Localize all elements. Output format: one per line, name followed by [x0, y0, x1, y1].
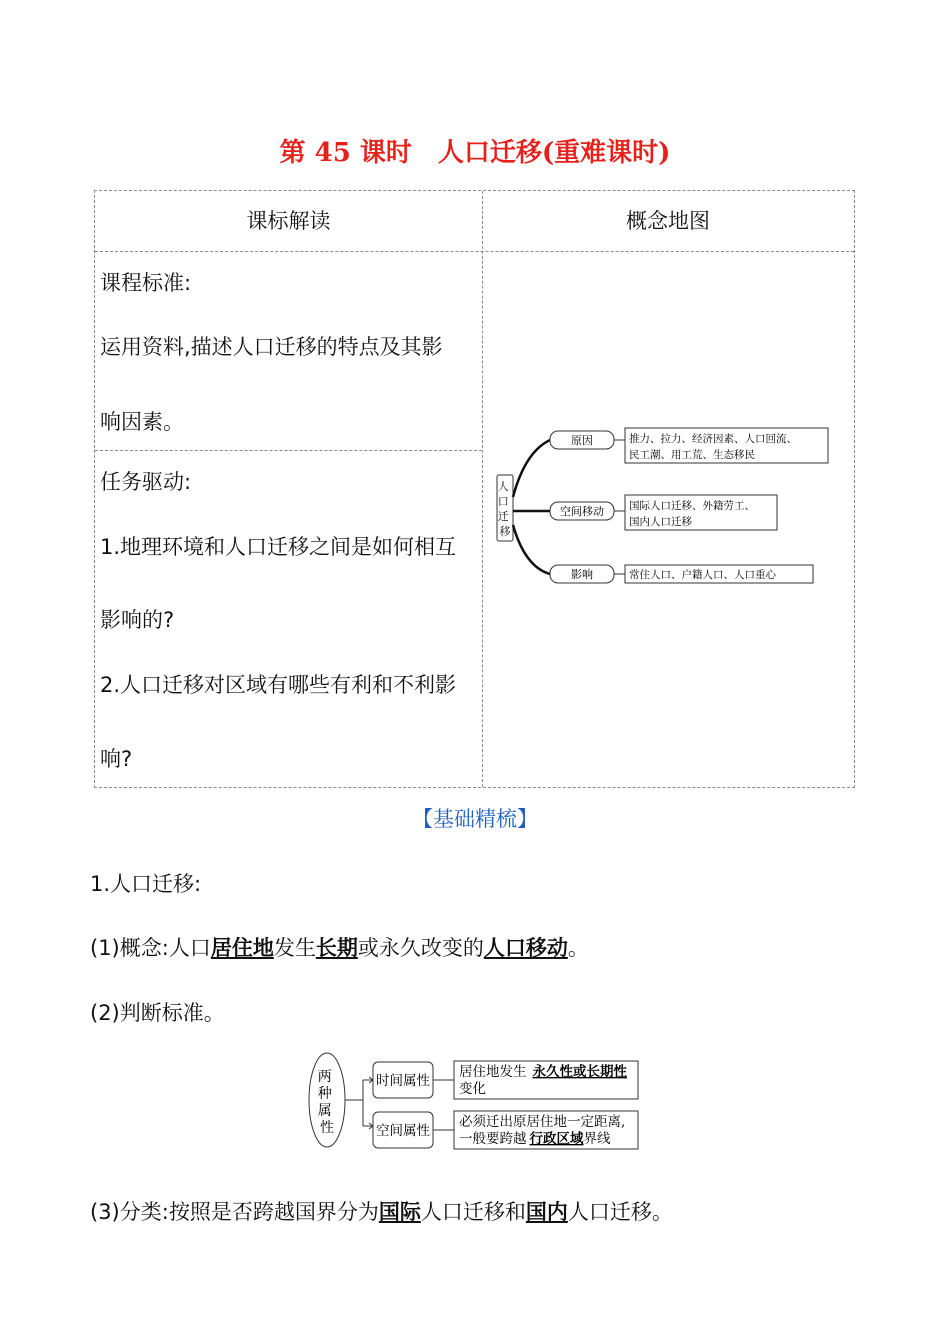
detail-movement-line1: 国际人口迁移、外籍劳工、: [629, 500, 755, 512]
root-char-3: 迁: [497, 510, 509, 523]
concept-map: [495, 427, 845, 587]
section-title: 【基础精梳】: [412, 807, 538, 831]
intro-table: [94, 190, 855, 788]
space-detail-keyword: 行政区域: [529, 1131, 584, 1147]
space-property-label: 空间属性: [376, 1123, 430, 1139]
detail-impact-line1: 常住人口、户籍人口、人口重心: [629, 569, 776, 581]
task1-line1: 1.地理环境和人口迁移之间是如何相互: [100, 535, 457, 559]
detail-movement-line2: 国内人口迁移: [629, 516, 692, 528]
table-divider-left: [95, 450, 482, 451]
col2-header: 概念地图: [626, 209, 710, 233]
item-1: 1.人口迁移:: [90, 872, 202, 896]
prop-root-char-1: 两: [317, 1069, 332, 1085]
root-char-2: 口: [497, 495, 509, 508]
concept-text-3: 。: [567, 936, 589, 960]
concept-prefix: (1)概念:人口: [90, 936, 211, 960]
standard-line2: 响因素。: [100, 410, 184, 434]
space-detail-prefix: 一般要跨越: [459, 1131, 527, 1147]
class-text-2: 人口迁移。: [567, 1200, 673, 1224]
time-detail-line1: [459, 1063, 627, 1080]
properties-diagram: [305, 1048, 645, 1152]
prop-bracket: [363, 1080, 373, 1126]
prop-root-char-4: 性: [320, 1120, 334, 1136]
space-detail-line1: 必须迁出原居住地一定距离,: [459, 1114, 626, 1130]
detail-reason-line1: 推力、拉力、经济因素、人口回流、: [629, 433, 797, 445]
prop-root-char-3: 属: [317, 1103, 332, 1119]
class-keyword-domestic: 国内: [525, 1200, 568, 1224]
detail-reason-line2: 民工潮、用工荒、生态移民: [629, 449, 755, 461]
class-keyword-international: 国际: [378, 1200, 421, 1224]
task2-line1: 2.人口迁移对区域有哪些有利和不利影: [100, 673, 457, 697]
properties-root: [318, 1069, 336, 1136]
concept-keyword-residence: 居住地: [210, 936, 274, 960]
root-char-4: 移: [499, 525, 511, 538]
branch-line-3: [513, 525, 550, 574]
space-detail-line2: [459, 1130, 611, 1147]
item-criteria: (2)判断标准。: [90, 1001, 225, 1025]
branch-line-1: [513, 440, 550, 497]
branch-label-impact: 影响: [571, 568, 593, 581]
concept-keyword-movement: 人口移动: [483, 936, 568, 960]
prop-root-char-2: 种: [317, 1086, 332, 1102]
time-detail-suffix: 变化: [459, 1081, 486, 1097]
page-title: 第 45 课时 人口迁移(重难课时): [279, 138, 671, 168]
prop-arrowheads: [369, 1077, 373, 1129]
standard-label: 课程标准:: [100, 271, 192, 295]
time-property-label: 时间属性: [376, 1073, 430, 1089]
root-char-1: 人: [497, 480, 509, 493]
col1-header: 课标解读: [246, 209, 331, 233]
concept-text-1: 发生: [273, 936, 316, 960]
class-prefix: (3)分类:按照是否跨越国界分为: [90, 1200, 379, 1224]
task1-line2: 影响的?: [100, 608, 175, 632]
class-text-1: 人口迁移和: [420, 1200, 526, 1224]
table-divider-header: [95, 251, 854, 252]
branch-label-reason: 原因: [571, 434, 593, 447]
concept-keyword-long-term: 长期: [315, 936, 358, 960]
time-detail-prefix: 居住地发生: [459, 1064, 527, 1080]
task-label: 任务驱动:: [100, 470, 192, 494]
space-detail-suffix: 界线: [583, 1131, 611, 1147]
task2-line2: 响?: [100, 747, 133, 771]
item-classification: [90, 1196, 673, 1226]
branch-label-movement: 空间移动: [560, 505, 604, 518]
standard-line1: 运用资料,描述人口迁移的特点及其影: [100, 335, 443, 359]
table-divider-vertical: [482, 191, 483, 787]
time-detail-keyword: 永久性或长期性: [532, 1064, 627, 1080]
concept-text-2: 或永久改变的: [357, 936, 484, 960]
item-concept: [90, 932, 589, 962]
